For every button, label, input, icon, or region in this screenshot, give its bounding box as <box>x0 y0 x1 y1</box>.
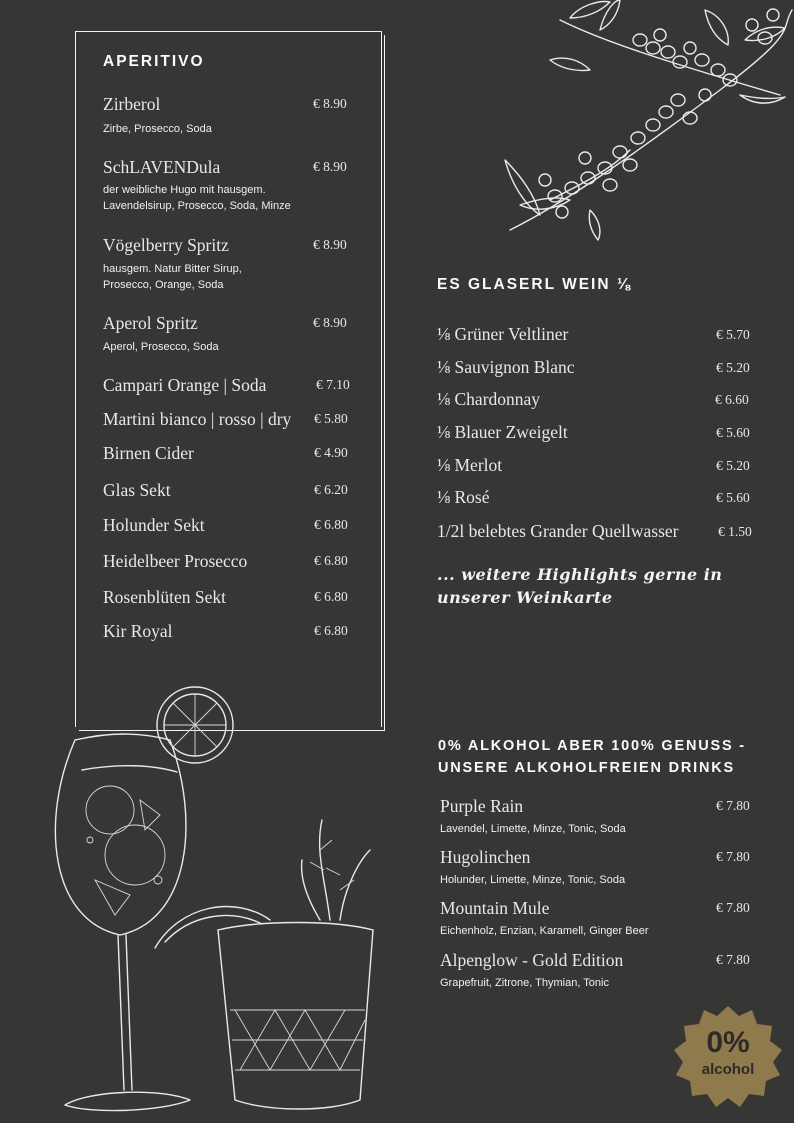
menu-item-price: € 5.70 <box>716 327 750 342</box>
menu-item-price: € 6.60 <box>715 392 749 407</box>
menu-item-price: € 1.50 <box>718 524 752 539</box>
menu-item-desc: Grapefruit, Zitrone, Thymian, Tonic <box>440 977 609 989</box>
alcohol-free-heading-line: 0% ALKOHOL ABER 100% GENUSS - <box>438 738 746 754</box>
zero-alcohol-badge <box>672 1004 784 1110</box>
menu-item-desc: hausgem. Natur Bitter Sirup, Prosecco, Orange, Soda <box>103 263 242 291</box>
menu-item-name: Hugolinchen <box>440 847 531 867</box>
menu-item-name: Campari Orange | Soda <box>103 375 267 395</box>
menu-item-name: Glas Sekt <box>103 480 171 500</box>
menu-item-name: Birnen Cider <box>103 443 194 463</box>
sea-buckthorn-branch-illustration-icon <box>490 0 794 245</box>
menu-item-price: € 6.20 <box>314 482 348 497</box>
menu-item-price: € 6.80 <box>314 517 348 532</box>
aperitivo-heading: APERITIVO <box>103 53 205 70</box>
wine-heading: ES GLASERL WEIN ⅛ <box>437 276 632 293</box>
menu-item-name: SchLAVENDula <box>103 157 221 177</box>
menu-item-price: € 8.90 <box>313 159 347 174</box>
badge-big-text: 0% <box>706 1026 750 1059</box>
menu-item-price: € 5.20 <box>716 458 750 473</box>
menu-item-price: € 5.80 <box>314 411 348 426</box>
menu-item-name: ⅛ Chardonnay <box>437 389 541 409</box>
menu-item-price: € 7.80 <box>716 900 750 915</box>
lemon-wheel-icon <box>157 687 233 763</box>
menu-item-name: Vögelberry Spritz <box>103 235 229 255</box>
menu-item-price: € 5.20 <box>716 360 750 375</box>
cocktail-glasses-illustration-icon <box>40 680 400 1123</box>
menu-item-desc: Aperol, Prosecco, Soda <box>103 341 219 353</box>
menu-item-price: € 5.60 <box>716 490 750 505</box>
menu-item-price: € 7.80 <box>716 798 750 813</box>
menu-item-price: € 6.80 <box>314 589 348 604</box>
menu-item-desc: Zirbe, Prosecco, Soda <box>103 123 212 135</box>
menu-item-price: € 8.90 <box>313 237 347 252</box>
menu-item-name: Kir Royal <box>103 621 173 641</box>
wine-note <box>437 563 722 609</box>
menu-item-name: Aperol Spritz <box>103 313 198 333</box>
menu-item-desc: Holunder, Limette, Minze, Tonic, Soda <box>440 874 626 886</box>
menu-item-price: € 8.90 <box>313 315 347 330</box>
menu-item-name: ⅛ Rosé <box>437 487 490 507</box>
menu-item-price: € 7.80 <box>716 849 750 864</box>
menu-item-name: Zirberol <box>103 94 161 114</box>
menu-item-name: Holunder Sekt <box>103 515 205 535</box>
menu-item-price: € 6.80 <box>314 623 348 638</box>
menu-item-name: 1/2l belebtes Grander Quellwasser <box>437 521 679 541</box>
menu-item-price: € 8.90 <box>313 96 347 111</box>
alcohol-free-heading <box>438 735 746 779</box>
menu-item-desc: Eichenholz, Enzian, Karamell, Ginger Beer <box>440 925 649 937</box>
badge-small-text: alcohol <box>701 1061 755 1078</box>
menu-item-price: € 5.60 <box>716 425 750 440</box>
wine-glass-icon <box>55 734 190 1111</box>
menu-item-desc: der weibliche Hugo mit hausgem. Lavendelsirup, Prosecco, Soda, Minze <box>103 184 291 212</box>
menu-item-name: Purple Rain <box>440 796 524 816</box>
menu-item-name: ⅛ Sauvignon Blanc <box>437 357 575 377</box>
tumbler-glass-icon <box>155 820 373 1109</box>
wine-note-line: unserer Weinkarte <box>437 588 613 607</box>
menu-item-price: € 4.90 <box>314 445 348 460</box>
alcohol-free-heading-line: UNSERE ALKOHOLFREIEN DRINKS <box>438 760 735 776</box>
menu-item-name: Rosenblüten Sekt <box>103 587 226 607</box>
menu-item-name: ⅛ Merlot <box>437 455 503 475</box>
menu-item-desc: Lavendel, Limette, Minze, Tonic, Soda <box>440 823 626 835</box>
menu-item-price: € 6.80 <box>314 553 348 568</box>
menu-item-name: ⅛ Blauer Zweigelt <box>437 422 568 442</box>
menu-item-price: € 7.80 <box>716 952 750 967</box>
wine-note-line: ... weitere Highlights gerne in <box>437 565 723 584</box>
menu-item-name: Martini bianco | rosso | dry <box>103 409 292 429</box>
menu-item-name: Heidelbeer Prosecco <box>103 551 248 571</box>
menu-item-name: ⅛ Grüner Veltliner <box>437 324 569 344</box>
menu-item-name: Alpenglow - Gold Edition <box>440 950 624 970</box>
menu-item-name: Mountain Mule <box>440 898 550 918</box>
menu-item-price: € 7.10 <box>316 377 350 392</box>
